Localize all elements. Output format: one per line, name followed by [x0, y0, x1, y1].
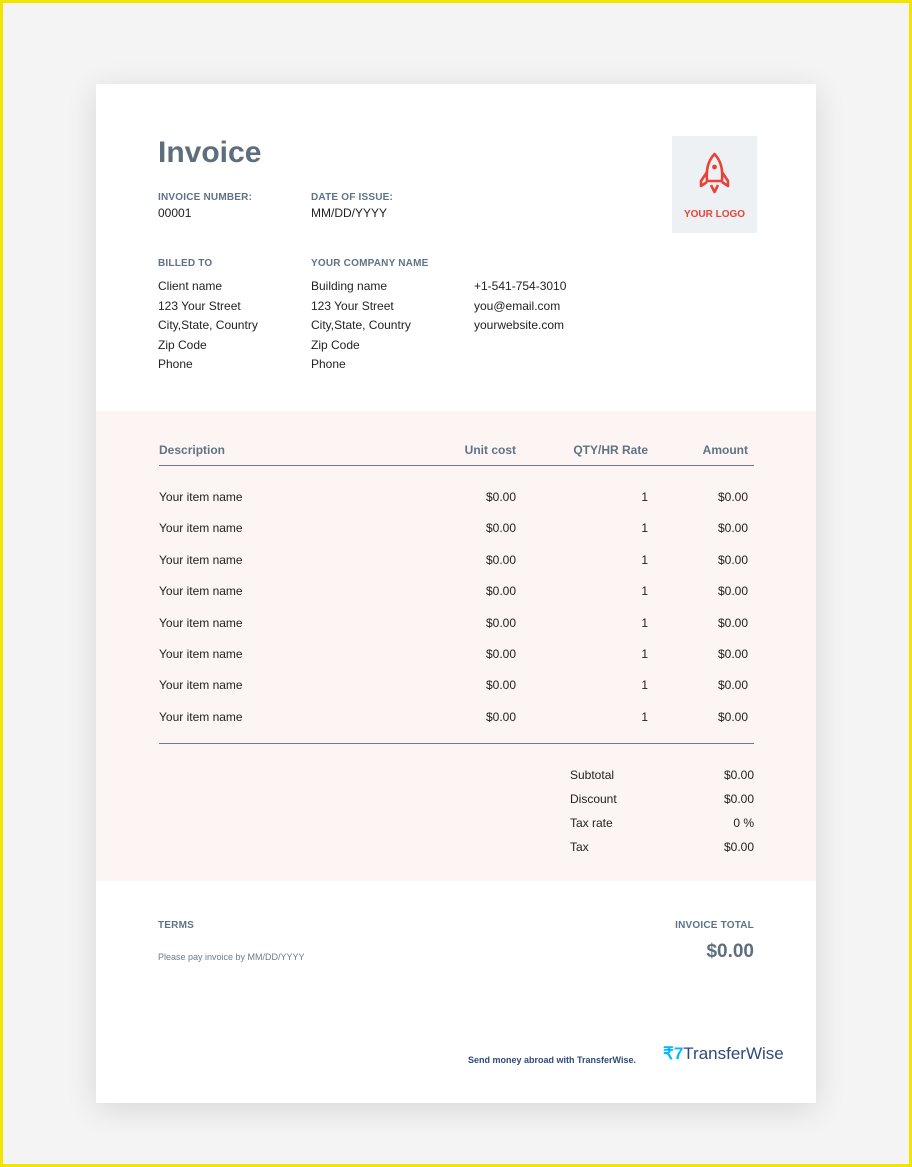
billed-to-label: BILLED TO	[158, 258, 213, 269]
item-description-cell: Your item name	[159, 710, 243, 724]
item-qty-cell: 1	[641, 647, 648, 661]
billed-to-line: 123 Your Street	[158, 298, 241, 313]
terms-label: TERMS	[158, 920, 194, 931]
invoice-title: Invoice	[158, 136, 262, 169]
logo-text: YOUR LOGO	[683, 209, 746, 220]
item-amount-cell: $0.00	[717, 710, 748, 724]
invoice-page	[96, 84, 816, 1103]
item-qty-cell: 1	[641, 710, 648, 724]
company-line: City,State, Country	[311, 318, 411, 332]
billed-to-line: Phone	[158, 357, 193, 371]
invoice-total-value: $0.00	[706, 941, 754, 962]
item-description-cell: Your item name	[159, 553, 243, 567]
transferwise-wordmark: TransferWise	[683, 1044, 784, 1063]
item-description-cell: Your item name	[159, 647, 243, 661]
item-qty-cell: 1	[641, 490, 648, 504]
company-line: 123 Your Street	[311, 298, 394, 313]
item-qty-cell: 1	[641, 616, 648, 630]
item-unit-cost-cell: $0.00	[485, 616, 516, 630]
company-name-label: YOUR COMPANY NAME	[311, 258, 429, 269]
item-unit-cost-cell: $0.00	[485, 647, 516, 661]
transferwise-flag-icon: ₹7	[663, 1044, 684, 1063]
item-unit-cost-cell: $0.00	[485, 678, 516, 692]
item-unit-cost-cell: $0.00	[485, 710, 516, 724]
tax-label: Tax	[570, 840, 589, 854]
company-website: yourwebsite.com	[474, 318, 565, 332]
rocket-icon	[672, 136, 757, 206]
tax-rate-label: Tax rate	[570, 816, 613, 830]
table-header-rule	[159, 465, 754, 466]
transferwise-logo[interactable]	[663, 1044, 784, 1064]
item-unit-cost-cell: $0.00	[485, 490, 516, 504]
company-email: you@email.com	[474, 298, 561, 313]
item-description-cell: Your item name	[159, 616, 243, 630]
item-amount-cell: $0.00	[717, 647, 748, 661]
company-address-block	[311, 277, 411, 375]
item-amount-cell: $0.00	[717, 553, 748, 567]
item-amount-cell: $0.00	[717, 616, 748, 630]
items-section	[96, 411, 816, 881]
company-contact-block	[474, 277, 566, 336]
discount-value: $0.00	[723, 792, 754, 806]
company-line: Zip Code	[311, 337, 360, 352]
date-of-issue: MM/DD/YYYY	[311, 206, 388, 220]
item-qty-cell: 1	[641, 521, 648, 535]
item-qty-cell: 1	[641, 584, 648, 598]
tax-rate-value: 0 %	[733, 816, 754, 830]
terms-text: Please pay invoice by MM/DD/YYYY	[158, 952, 305, 962]
invoice-total-label: INVOICE TOTAL	[675, 920, 754, 931]
column-header-qty: QTY/HR Rate	[573, 443, 648, 457]
item-qty-cell: 1	[641, 678, 648, 692]
column-header-unit-cost: Unit cost	[464, 443, 516, 457]
transferwise-tagline[interactable]: Send money abroad with TransferWise.	[468, 1055, 636, 1065]
subtotal-label: Subtotal	[570, 768, 615, 782]
billed-to-line: City,State, Country	[158, 318, 258, 332]
item-unit-cost-cell: $0.00	[485, 521, 516, 535]
date-of-issue-label: DATE OF ISSUE:	[311, 192, 394, 203]
company-line: Building name	[311, 279, 388, 293]
item-description-cell: Your item name	[159, 521, 243, 535]
item-unit-cost-cell: $0.00	[485, 584, 516, 598]
billed-to-line: Client name	[158, 279, 223, 293]
billed-to-line: Zip Code	[158, 337, 207, 352]
logo-placeholder	[672, 136, 757, 233]
item-description-cell: Your item name	[159, 678, 243, 692]
invoice-number: 00001	[158, 206, 192, 220]
item-description-cell: Your item name	[159, 490, 243, 504]
company-line: Phone	[311, 357, 346, 371]
column-header-amount: Amount	[702, 443, 748, 457]
item-description-cell: Your item name	[159, 584, 243, 598]
table-bottom-rule	[159, 743, 754, 744]
discount-label: Discount	[570, 792, 617, 806]
item-amount-cell: $0.00	[717, 678, 748, 692]
column-header-description: Description	[159, 443, 226, 457]
tax-value: $0.00	[723, 840, 754, 854]
invoice-number-label: INVOICE NUMBER:	[158, 192, 253, 203]
item-qty-cell: 1	[641, 553, 648, 567]
item-unit-cost-cell: $0.00	[485, 553, 516, 567]
item-amount-cell: $0.00	[717, 521, 748, 535]
item-amount-cell: $0.00	[717, 584, 748, 598]
subtotal-value: $0.00	[723, 768, 754, 782]
company-phone: +1-541-754-3010	[474, 279, 567, 293]
billed-to-block	[158, 277, 258, 375]
item-amount-cell: $0.00	[717, 490, 748, 504]
